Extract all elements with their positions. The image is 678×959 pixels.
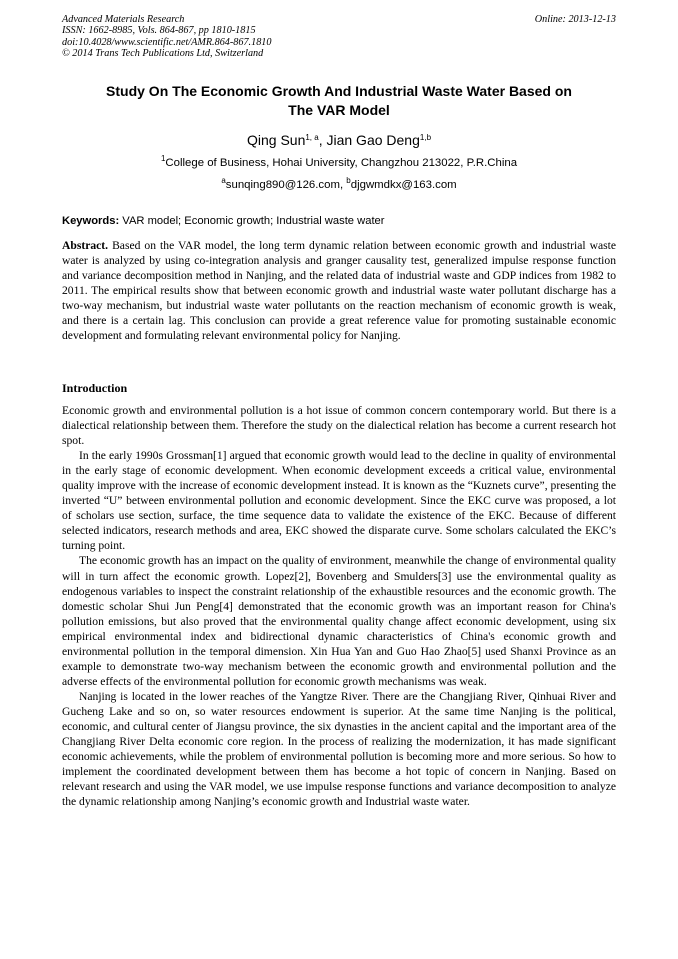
journal-header: [62, 14, 616, 60]
keywords-text: VAR model; Economic growth; Industrial waste water: [119, 215, 385, 227]
author-name: Jian Gao Deng: [326, 132, 420, 148]
keywords: [62, 214, 616, 229]
journal-copyright: © 2014 Trans Tech Publications Ltd, Switzerland: [62, 48, 264, 60]
abstract-text: Based on the VAR model, the long term dynamic relation between economic growth and industrial waste water is analyzed by using co-integration analysis and granger causality test, generalized impulse response function and variance decomposition method in Nanjing, and the related data of industrial waste and GDP indices from 1982 to 2011. The empirical results show that between economic growth and industrial waste water pollutant discharge has a two-way mechanism, but industrial waste water pollutants on the reaction mechanism of economic growth is weak, and there is a certain lag. This conclusion can provide a great reference value for promoting sustainable economic development and formulating relevant environmental policy for Nanjing.: [62, 239, 616, 343]
journal-name: Advanced Materials Research: [62, 14, 185, 25]
email-marker: b: [346, 176, 351, 185]
author-name: Qing Sun: [246, 132, 306, 148]
paragraph: The economic growth has an impact on the quality of environment, meanwhile the change of environmental quality will in turn affect the economic growth. Lopez[2], Bovenberg and Smulders[3] use the environmental quality as endogenous variables to inspect the constraint relationship of the exhaustible resources and the economic growth. The domestic scholar Shui Jun Peng[4] demonstrated that the economic growth was an important reason for China's pollution emissions, but also proved that the environmental quality change affect economic development, using six empirical environmental index and bidirectional dynamic characteristics of China's economic growth and environmental pollution in the temporal dimension. Xin Hua Yan and Guo Hao Zhao[5] used Shanxi Province as an example to demonstrate two-way mechanism between the economic growth and environmental pollution and the adverse effects of the environmental pollution for economic growth mechanisms was weak.: [62, 554, 616, 688]
author-affiliation-marker: 1, a: [305, 133, 319, 142]
journal-issn: ISSN: 1662-8985, Vols. 864-867, pp 1810-1815: [62, 25, 256, 37]
affiliation-text: College of Business, Hohai University, Changzhou 213022, P.R.China: [165, 157, 518, 169]
affiliation: [62, 156, 616, 171]
paper-title: [62, 82, 616, 120]
online-date: Online: 2013-12-13: [534, 14, 616, 25]
paragraph: In the early 1990s Grossman[1] argued that economic growth would lead to the decline in quality of environmental in the early stage of economic development. When economic development exceeds a critical value, environmental quality improve with the increase of economic development instead. It is known as the “Kuznets curve”, presenting the inverted “U” between environmental pollution and economic development. Since the EKC curve was proposed, a lot of scholars use section, surface, the time sequence data to validate the existence of the EKC. Because of different selected indicators, research methods and area, EKC showed the disparate curve. Some scholars calculated the EKC’s turning point.: [62, 449, 616, 553]
paragraph: Nanjing is located in the lower reaches of the Yangtze River. There are the Changjiang River, Qinhuai River and Gucheng Lake and so on, so water resources endowment is superior. At the same time Nanjing is the political, economic, and cultural center of Jiangsu province, the six dynasties in the ancient capital and the important area of the Changjiang River Delta economic core region. In the process of realizing the modernization, it has made significant economic achievements, while the problem of environmental pollution is becoming more and more serious. So how to implement the coordinated development between them has become a hot topic of concern in Nanjing. Based on relevant research and using the VAR model, we use impulse response functions and variance decomposition to analyze the dynamic relationship among Nanjing’s economic growth and Industrial waste water.: [62, 689, 616, 809]
abstract-label: Abstract.: [62, 239, 109, 252]
paper-title-line-1: Study On The Economic Growth And Industrial Waste Water Based on: [106, 83, 572, 99]
section-heading: Introduction: [62, 381, 128, 395]
keywords-label: Keywords:: [62, 215, 120, 227]
author-emails: [62, 178, 616, 193]
affiliation-marker: 1: [160, 154, 166, 163]
email-address: sunqing890@126.com,: [225, 179, 347, 191]
author-affiliation-marker: 1,b: [419, 133, 432, 142]
author-list: [62, 131, 616, 149]
journal-doi: doi:10.4028/www.scientific.net/AMR.864-867.1810: [62, 36, 272, 48]
email-address: djgwmdkx@163.com: [350, 179, 457, 191]
paper-title-line-2: The VAR Model: [288, 102, 390, 118]
author-separator: ,: [318, 132, 327, 148]
paragraph: Economic growth and environmental pollution is a hot issue of common concern contemporary world. But there is a dialectical relationship between them. Therefore the study on the dialectical relation has become a current research hot spot.: [62, 404, 616, 448]
abstract: [62, 238, 616, 343]
introduction-body: [62, 403, 616, 809]
email-marker: a: [221, 176, 226, 185]
